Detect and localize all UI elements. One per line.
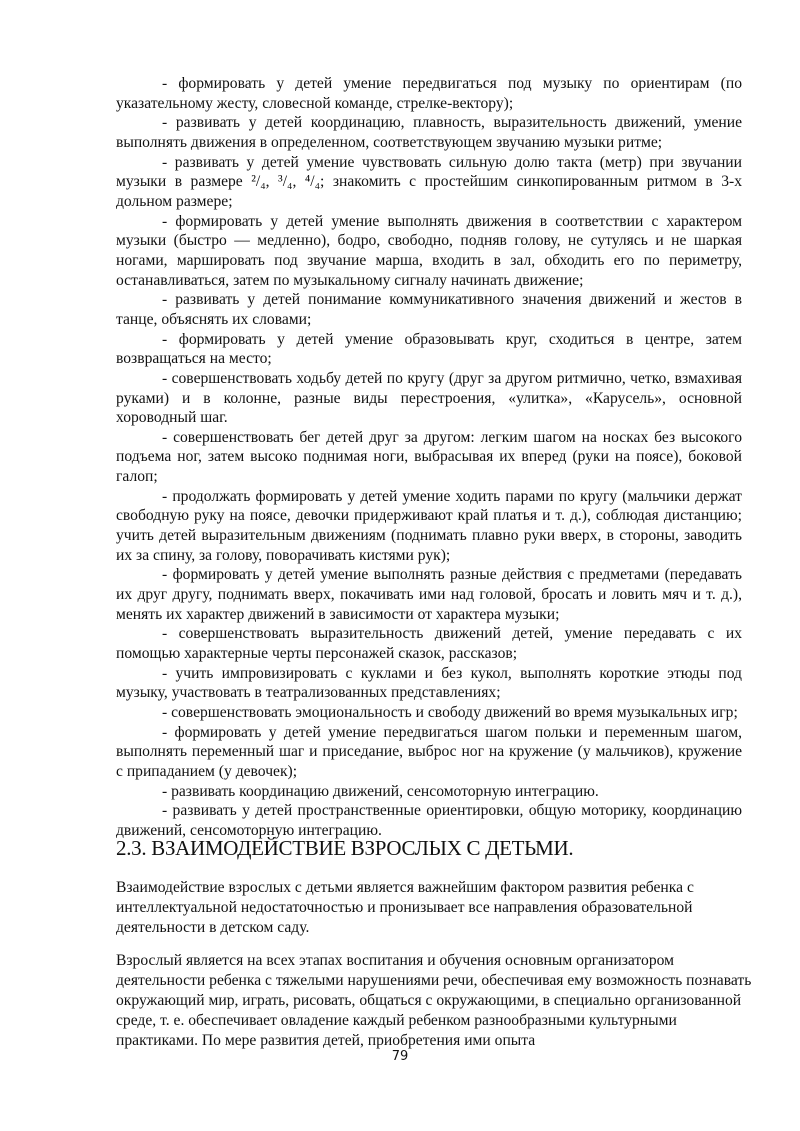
list-item: - развивать у детей умение чувствовать сильную долю такта (метр) при звучании музыки в размере ²/₄, ³/₄, ⁴/₄; знакомить с простейшим синкопированным ритмом в 3-х дольном размере; [116, 153, 742, 210]
list-item: - формировать у детей умение образовывать круг, сходиться в центре, затем возвращаться на место; [116, 330, 742, 368]
section-heading: 2.3. ВЗАИМОДЕЙСТВИЕ ВЗРОСЛЫХ С ДЕТЬМИ. [116, 836, 574, 860]
list-item: - учить импровизировать с куклами и без кукол, выполнять короткие этюды под музыку, участвовать в театрализованных представлениях; [116, 664, 742, 702]
list-item: - формировать у детей умение передвигаться шагом польки и переменным шагом, выполнять переменный шаг и приседание, выброс ног на кружение (у мальчиков), кружение с припаданием (у девочек); [116, 723, 742, 780]
list-item: - продолжать формировать у детей умение ходить парами по кругу (мальчики держат свободную руку на поясе, девочки придерживают край платья и т. д.), соблюдая дистанцию; учить детей выразительным движениям (поднимать плавно руки вверх, в стороны, заводить их за спину, за голову, поворачивать кистями рук); [116, 487, 742, 564]
list-item: - формировать у детей умение выполнять движения в соответствии с характером музыки (быстро — медленно), бодро, свободно, подняв голову, не сутулясь и не шаркая ногами, маршировать под звучание марша, входить в зал, обходить его по периметру, останавливаться, затем по музыкальному сигналу начинать движение; [116, 212, 742, 289]
body-paragraph: Взаимодействие взрослых с детьми является важнейшим фактором развития ребенка с интеллектуальной недостаточностью и пронизывает все направления образовательной деятельности в детском саду. [116, 879, 694, 936]
list-item: - развивать у детей пространственные ориентировки, общую моторику, координацию движений, сенсомоторную интеграцию. [116, 802, 742, 839]
list-item: - развивать координацию движений, сенсомоторную интеграцию. [162, 782, 599, 800]
list-item: - совершенствовать выразительность движений детей, умение передавать с их помощью характерные черты персонажей сказок, рассказов; [116, 625, 742, 663]
list-item: - формировать у детей умение передвигаться под музыку по ориентирам (по указательному жесту, словесной команде, стрелке-вектору); [116, 75, 742, 112]
list-item: - совершенствовать ходьбу детей по кругу (друг за другом ритмично, четко, взмахивая руками) и в колонне, разные виды перестроения, «улитка», «Карусель», основной хороводный шаг. [116, 369, 742, 427]
page-number: 79 [391, 1049, 409, 1064]
list-item: - совершенствовать эмоциональность и свободу движений во время музыкальных игр; [162, 704, 738, 721]
objectives-list [116, 74, 742, 841]
list-item: - совершенствовать бег детей друг за другом: легким шагом на носках без высокого подъема ног, затем высоко поднимая ноги, выбрасывая их вперед (руки на поясе), боковой галоп; [116, 428, 742, 486]
body-paragraph: Взрослый является на всех этапах воспитания и обучения основным организатором деятельности ребенка с тяжелыми нарушениями речи, обеспечивая ему возможность познавать окружающий мир, играть, рисовать, общаться с окружающими, в специально организованной среде, т. е. обеспечивает овладение каждый ребенком разнообразными культурными практиками. По мере развития детей, приобретения ими опыта [116, 952, 752, 1049]
list-item: - формировать у детей умение выполнять разные действия с предметами (передавать их друг другу, поднимать вверх, покачивать ими над головой, бросать и ловить мяч и т. д.), менять их характер движений в зависимости от характера музыки; [116, 566, 742, 623]
list-item: - развивать у детей понимание коммуникативного значения движений и жестов в танце, объяснять их словами; [116, 291, 742, 328]
list-item: - развивать у детей координацию, плавность, выразительность движений, умение выполнять движения в определенном, соответствующем звучанию музыки ритме; [116, 114, 742, 151]
